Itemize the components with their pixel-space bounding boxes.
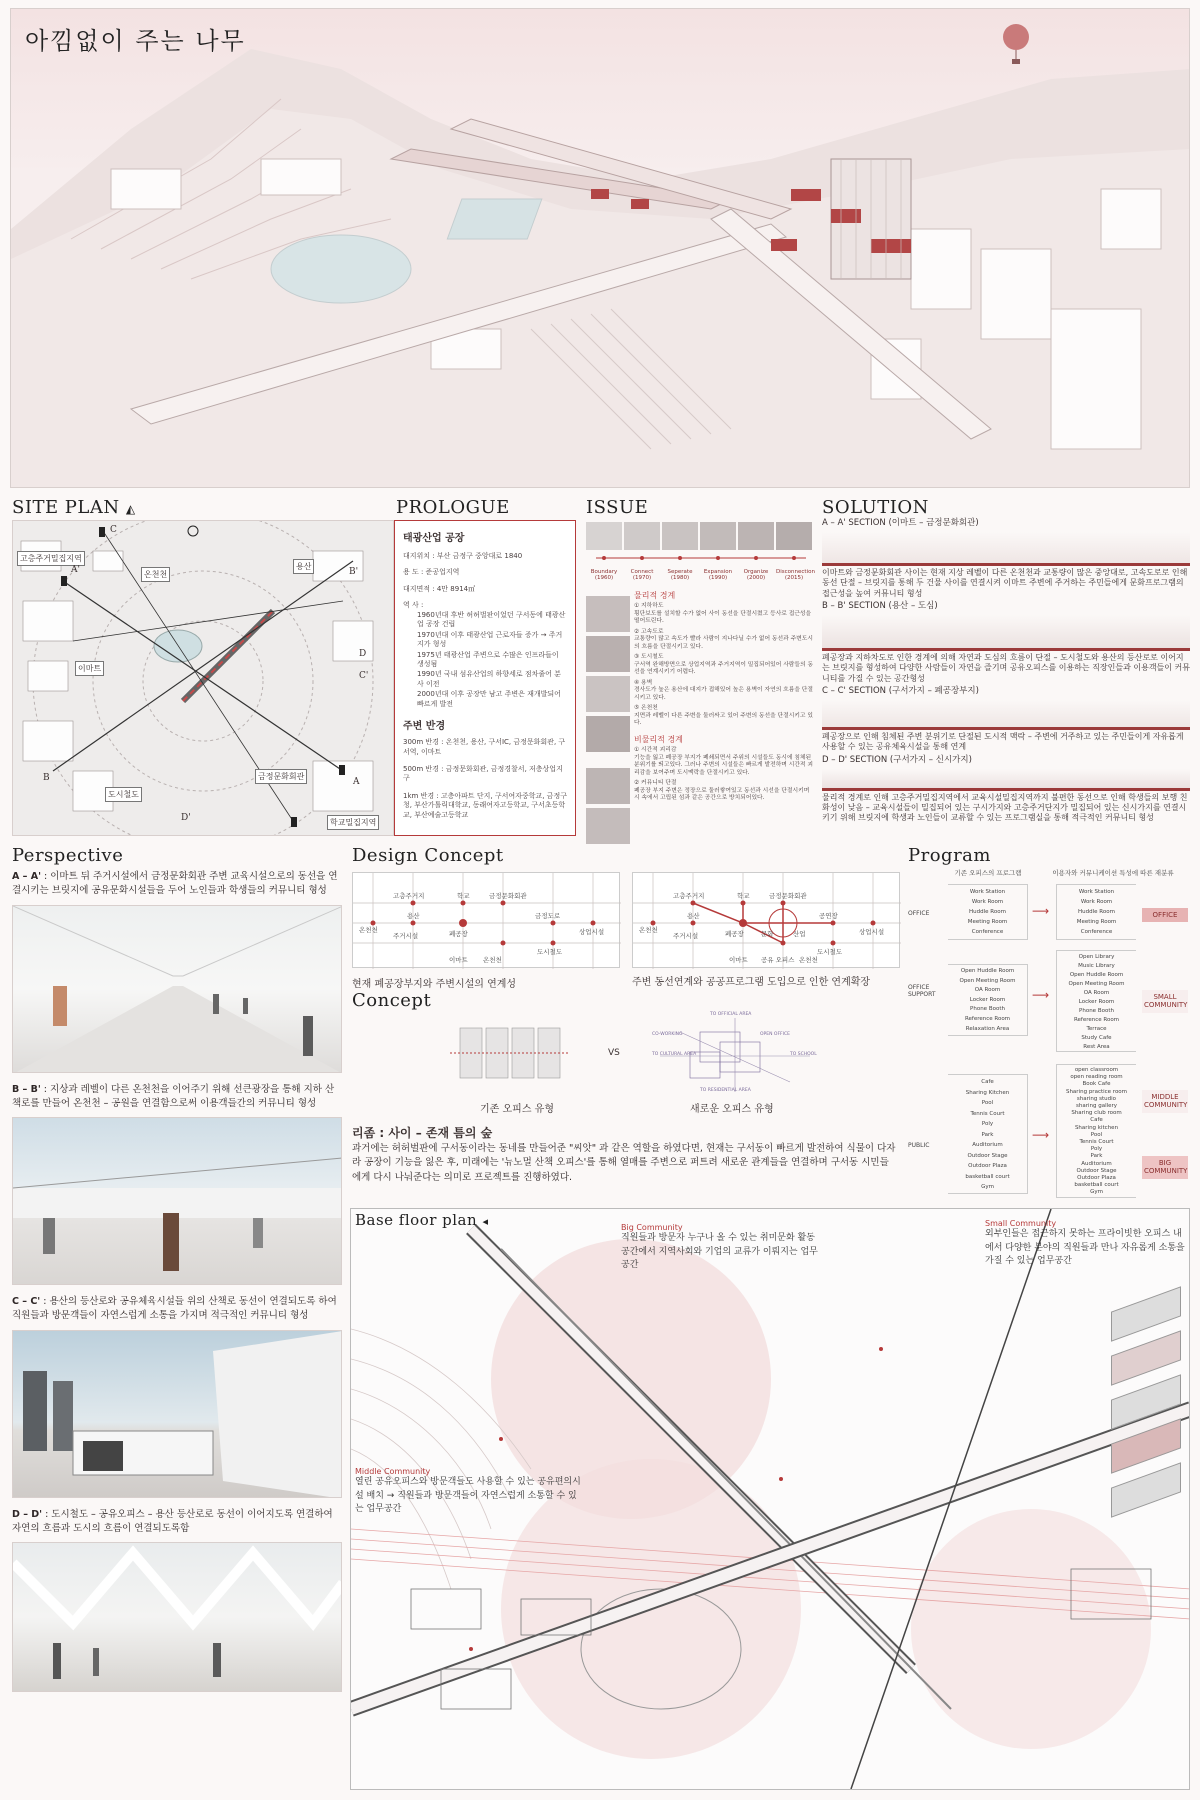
- design-concept-heading: Design Concept: [352, 845, 504, 866]
- section-drawing: [822, 615, 1190, 651]
- node-label: 용산: [687, 912, 700, 920]
- new-office-label: OPEN OFFICE: [760, 1032, 790, 1037]
- prologue-history-label: 역 사 :: [403, 601, 424, 610]
- perspective-title: C – C': [12, 1296, 41, 1307]
- physical-t: 구서역 완해방면으로 상업지역과 주거지역이 밀집되어있어 사람들의 동선을 연계시키기 어렵다.: [634, 661, 814, 676]
- solution-panel: [822, 518, 1190, 838]
- node-label: 이마트: [449, 956, 468, 964]
- physical-t: 교통량이 많고 속도가 빨라 사람이 지나다닐 수가 없어 동선과 주변도시의 흐름을 단절시키고 있다.: [634, 636, 813, 650]
- node-label: 이마트: [729, 956, 748, 964]
- timeline-label: Seperate: [667, 569, 693, 575]
- node-label: 온천천: [799, 956, 818, 964]
- node-label: 도시철도: [817, 948, 843, 956]
- node-label: 도시철도: [537, 948, 563, 956]
- prog-item: Gym: [981, 1184, 994, 1190]
- big-community-text: 직원들과 방문자 누구나 올 수 있는 취미문화 활동공간에서 지역사회와 기업의 교류가 이뤄지는 업무공간: [621, 1233, 818, 1270]
- node-label: 금정문화회관: [489, 892, 527, 900]
- physical-t: 횡단보도를 설치할 수가 없어 사이 동선을 단절시켰고 등사로 접근성을 떨어트린다.: [634, 610, 812, 625]
- support-left: [948, 964, 1028, 1036]
- site-plan-map: [12, 520, 394, 836]
- prog-item: Outdoor Stage: [967, 1152, 1008, 1159]
- small-community-title: Small Community: [985, 1219, 1057, 1228]
- node-label: 상업시설: [579, 928, 605, 936]
- perspective-caption: B – B' : 지상과 레벨이 다른 온천천을 이어주기 위해 선큰광장을 통해 지하 산책로를 만들어 온천천 – 공원을 연결함으로써 이용객들간의 커뮤니티 형성: [12, 1083, 335, 1109]
- issue-text: [634, 590, 814, 836]
- history-item: 1960년대 후반 허허벌판이었던 구서동에 태광산업 공장 건립: [417, 610, 566, 629]
- new-office-label: CO-WORKING: [652, 1032, 683, 1037]
- timeline-year: (1970): [632, 575, 652, 581]
- physical-h: ① 지하하도: [634, 603, 664, 609]
- history-item: 1990년 국내 섬유산업의 하향세로 점차줄어 분사 이전: [417, 670, 561, 688]
- physical-h: ② 고속도로: [634, 628, 664, 635]
- prog-item: Sharing Kitchen: [965, 1089, 1010, 1096]
- tag-office: OFFICE: [1142, 908, 1188, 922]
- rhizome-text: 과거에는 허허벌판에 구서동이라는 동네를 만들어준 "씨앗" 과 같은 역할을 하였다면, 현재는 구서동이 빠르게 발전하여 식물이 다자라 공장이 기능을 잃은 후, 미래에는 '뉴노멀 산책 오피스'를 통해 열매를 주변으로 퍼트려 새로운 관계들을 연결하며 구서동 시민들에게 다시 나눠준다는 의미로 프로젝트를 진행하였다.: [352, 1143, 896, 1183]
- section-drawing: [822, 532, 1190, 566]
- node-label: 상업시설: [859, 928, 885, 936]
- new-office-label: TO OFFICIAL AREA: [710, 1012, 752, 1017]
- tag-small-community: SMALL COMMUNITY: [1142, 990, 1188, 1013]
- prog-item: Phone Booth: [970, 1006, 1005, 1013]
- node-label: 공연장: [819, 912, 838, 920]
- perspective-title: A – A': [12, 871, 41, 882]
- mark-c: C: [110, 525, 117, 535]
- prog-item: Work Station: [969, 889, 1006, 895]
- physical-title: 물리적 경계: [634, 591, 676, 600]
- label-oncheoncheon: 온천천: [141, 567, 170, 582]
- prog-item: sharing studio: [1076, 1095, 1117, 1102]
- group-name: OFFICE: [908, 910, 930, 917]
- timeline-year: (2000): [746, 575, 766, 581]
- node-label: 주거시설: [393, 932, 419, 940]
- group-name: PUBLIC: [908, 1142, 930, 1149]
- label-yongsan: 용산: [293, 559, 314, 574]
- program-col1: 기존 오피스의 프로그램: [954, 869, 1022, 877]
- prog-item: Outdoor Stage: [1076, 1167, 1117, 1174]
- issue-timeline: [586, 522, 816, 584]
- arrow-icon: ⟶: [1032, 1128, 1050, 1142]
- prog-item: Book Cafe: [1082, 1081, 1111, 1088]
- mark-a-prime: A: [353, 777, 360, 787]
- tag-middle-community: MIDDLE COMMUNITY: [1142, 1090, 1188, 1113]
- radius-300: 300m 반경 : 온천천, 용산, 구서IC, 금정문화회관, 구서역, 이마트: [403, 738, 566, 756]
- diagram2-caption: 주변 동선연계와 공공프로그램 도입으로 인한 연계확장: [632, 977, 871, 988]
- nonphysical-h: ② 커뮤니티 단절: [634, 780, 677, 787]
- section-text: 이마트와 금정문화회관 사이는 현재 지상 레벨이 다른 온천천과 교통량이 많은 중앙대로, 고속도로로 인해 동선 단절 – 브릿지를 통해 두 건물 사이를 연결시켜 이마트 주변에 주거하는 주민들에게 문화프로그램의 접근성을 높여 커뮤니티 형성: [822, 567, 1188, 598]
- site-plan-heading: SITE PLAN ◭: [12, 497, 136, 518]
- node-label: 폐공장: [449, 930, 468, 938]
- prog-item: OA Room: [974, 987, 1001, 994]
- perspective-render-d: [12, 1542, 342, 1692]
- physical-t: 지면과 레벨이 다른 주변을 둘러싸고 있어 주변의 동선을 단절시키고 있다.: [634, 712, 813, 727]
- timeline-year: (1960): [594, 575, 614, 581]
- perspective-render-b: [12, 1117, 342, 1285]
- nonphysical-t: 기능을 잃고 폐공장 부지가 폐쇄되면서 주위의 시설들도 동시에 침체된 분위기를 띄고있다. 그러나 주변의 시설들은 빠르게 발전하며 시간적 괴리감을 보여주며 도시맥락을 단절시키고 있다.: [634, 754, 813, 776]
- perspective-render-c: [12, 1330, 342, 1498]
- prog-item: Work Room: [1080, 899, 1113, 905]
- concept-heading: Concept: [352, 990, 432, 1011]
- prologue-fact-0: 대지위치 : 부산 금정구 중앙대로 1840: [403, 552, 523, 560]
- prog-item: Work Station: [1078, 889, 1115, 895]
- prog-item: Gym: [1090, 1189, 1103, 1196]
- prog-item: open reading room: [1070, 1074, 1123, 1081]
- mark-a: A': [71, 565, 80, 575]
- prog-item: Locker Room: [969, 996, 1006, 1003]
- prog-item: Tennis Court: [970, 1110, 1005, 1117]
- node-label: 온천천: [639, 926, 658, 934]
- perspective-caption: D – D' : 도시철도 – 공유오피스 – 용산 등산로로 동선이 이어지도록 연결하여 자연의 흐름과 도시의 흐름이 연결되도록함: [12, 1508, 333, 1534]
- new-office-label: TO CULTURAL AREA: [652, 1052, 697, 1057]
- section-text: 폐공장과 지하차도로 인한 경계에 의해 자연과 도심의 흐름이 단절 – 도시철도와 용산의 등산로로 이어지는 브릿지를 형성하여 다양한 사람들이 자연을 즐기며 공유오피스를 이용하는 직장인들과 이용객들이 커뮤니티를 가질 수 있는 공간형성: [822, 652, 1191, 683]
- timeline-year: (1980): [670, 575, 690, 581]
- timeline-label: Expansion: [703, 569, 733, 575]
- node-label: 고층주거지: [393, 892, 425, 900]
- prog-item: Cafe: [981, 1079, 994, 1085]
- prog-item: open classroom: [1074, 1067, 1119, 1073]
- perspective-render-a: [12, 905, 342, 1073]
- node-label: 온천천: [359, 926, 378, 934]
- hero-illustration: [11, 9, 1190, 488]
- label-culture-hall: 금정문화회관: [255, 769, 307, 784]
- prog-item: Poly: [981, 1121, 994, 1127]
- perspective-text: 이마트 뒤 주거시설에서 금정문화회관 주변 교육시설으로의 동선을 연결시키는 브릿지에 공유문화시설들을 두어 노인들과 학생들의 커뮤니티 형성: [12, 871, 338, 897]
- diagram1-caption: 현재 폐공장부지와 주변시설의 연계성: [352, 979, 517, 990]
- mark-d-prime: D': [181, 813, 191, 823]
- public-right: [1056, 1064, 1136, 1198]
- physical-h: ③ 도시철도: [634, 654, 664, 661]
- physical-h: ④ 용벽: [634, 679, 653, 686]
- bridge-drawing: [13, 1543, 342, 1692]
- prologue-fact-1: 용 도 : 준공업지역: [403, 568, 460, 577]
- timeline-label: Connect: [630, 569, 654, 575]
- node-label: 학교: [457, 892, 470, 900]
- prog-item: Sharing kitchen: [1074, 1124, 1119, 1131]
- program-heading: Program: [908, 845, 991, 866]
- section-text: 폐공장으로 인해 침체된 주변 분위기로 단절된 도시적 맥락 – 주변에 거주하고 있는 주민들이게 자유롭게 사용할 수 있는 공유체육시설을 통해 연계: [822, 732, 1184, 752]
- prog-item: Sharing club room: [1071, 1110, 1122, 1117]
- new-office-label: TO RESIDENTIAL AREA: [700, 1088, 751, 1093]
- perspective-column: [12, 870, 342, 1790]
- timeline-label: Organize: [743, 569, 769, 575]
- hero-render: [10, 8, 1190, 488]
- axon-stack: [1111, 1299, 1181, 1549]
- prog-item: Open Huddle Room: [1069, 972, 1124, 978]
- prog-item: Outdoor Plaza: [968, 1163, 1007, 1169]
- section-title: A – A' SECTION (이마트 – 금정문화회관): [822, 518, 979, 528]
- perspective-text: 지상과 레벨이 다른 온천천을 이어주기 위해 선큰광장을 통해 지하 산책로를 만들어 온천천 – 공원을 연결함으로써 이용객들간의 커뮤니티 형성: [12, 1083, 335, 1109]
- prog-item: Reference Room: [1073, 1017, 1120, 1023]
- concept-new-office: [650, 1012, 820, 1096]
- node-label: 금정도로: [535, 912, 561, 920]
- issue-heading: ISSUE: [586, 497, 649, 518]
- corridor-drawing: [13, 906, 342, 1073]
- section-title: D – D' SECTION (구서가지 – 신시가지): [822, 754, 972, 765]
- prog-item: Music Library: [1078, 963, 1115, 969]
- prog-item: Park: [981, 1131, 994, 1138]
- prog-item: Open Meeting Room: [959, 977, 1016, 984]
- concept-diagram-2: [632, 872, 900, 968]
- middle-community-title: Middle Community: [355, 1467, 431, 1476]
- perspective-text: 용산의 등산로와 공유체육시설들 위의 산책로 동선이 연결되도록 하여 직원들과 방문객들이 자연스럽게 소통을 가지며 적극적인 커뮤니티 형성: [12, 1296, 337, 1322]
- small-community-note: [985, 1219, 1185, 1269]
- prog-item: Work Room: [971, 899, 1004, 905]
- prog-item: Cafe: [1090, 1117, 1103, 1124]
- timeline-year: (2015): [784, 575, 804, 581]
- prog-item: Huddle Room: [1078, 909, 1115, 915]
- node-label: 문화: [761, 930, 774, 938]
- program-table: [908, 868, 1190, 1198]
- prog-item: Reference Room: [964, 1015, 1011, 1022]
- big-community-title: Big Community: [621, 1223, 683, 1232]
- label-emart: 이마트: [75, 661, 104, 676]
- group-name: OFFICE SUPPORT: [908, 984, 936, 999]
- timeline-label: Boundary: [590, 569, 618, 575]
- arrow-icon: ⟶: [1032, 904, 1050, 918]
- history-item: 1975년 태광산업 주변으로 수많은 인프라들이 생성됨: [417, 650, 559, 668]
- big-community-note: [621, 1223, 821, 1273]
- prog-item: basketball court: [1074, 1182, 1119, 1189]
- section-drawing: [822, 769, 1190, 791]
- mark-d: D: [359, 649, 367, 659]
- sports-drawing: [13, 1331, 342, 1498]
- nonphysical-t: 폐공장 부지 주변은 정장으로 둘러쌓여있고 동선과 시선을 단절시키며 시 속에서 고립된 섬과 같은 공간으로 방치되어있다.: [634, 787, 810, 802]
- prog-item: Park: [1090, 1153, 1103, 1160]
- prog-item: Conference: [1080, 929, 1113, 935]
- nonphysical-h: ① 시간적 괴리감: [634, 746, 677, 753]
- node-label: 금정문화회관: [769, 892, 807, 900]
- perspective-caption: C – C' : 용산의 등산로와 공유체육시설들 위의 산책로 동선이 연결되도록 하여 직원들과 방문객들이 자연스럽게 소통을 가지며 적극적인 커뮤니티 형성: [12, 1296, 337, 1322]
- history-item: 1970년대 이후 태광산업 근로자들 증가 → 주거지가 형성: [417, 630, 563, 649]
- node-label: 학교: [737, 892, 750, 900]
- node-label: 주거시설: [673, 932, 699, 940]
- prog-item: Open Huddle Room: [960, 968, 1015, 974]
- program-col2: 이용자와 커뮤니케이션 특성에 따른 재분류: [1052, 869, 1174, 877]
- prog-item: Conference: [971, 929, 1004, 935]
- prog-item: Study Cafe: [1081, 1035, 1112, 1041]
- prog-item: Open Meeting Room: [1068, 981, 1125, 987]
- prog-item: Tennis Court: [1079, 1139, 1114, 1146]
- label-subway: 도시철도: [105, 787, 142, 802]
- office-left: [948, 884, 1028, 940]
- prologue-heading: PROLOGUE: [396, 497, 510, 518]
- prog-item: sharing gallery: [1075, 1103, 1118, 1110]
- radius-500: 500m 반경 : 금정문화회관, 금정경찰서, 저층상업지구: [403, 765, 563, 783]
- physical-t: 경사도가 높은 용산에 대지가 접해있어 높은 용벽이 자연의 흐름을 단절시키고 있다.: [634, 687, 813, 701]
- prologue-box: [394, 520, 576, 836]
- timeline-year: (1990): [708, 575, 728, 581]
- prog-item: Huddle Room: [969, 909, 1006, 915]
- prog-item: Terrace: [1086, 1026, 1107, 1032]
- base-floor-heading: Base floor plan ◂: [355, 1211, 489, 1229]
- mark-b: B: [43, 773, 50, 783]
- perspective-title: B – B': [12, 1083, 41, 1095]
- new-office-caption: 새로운 오피스 유형: [690, 1104, 774, 1115]
- prog-item: Locker Room: [1078, 999, 1115, 1005]
- base-floor-plan: [350, 1208, 1190, 1790]
- mark-c-prime: C': [359, 671, 369, 681]
- prog-item: Relaxation Area: [965, 1025, 1010, 1032]
- section-drawing: [822, 700, 1190, 730]
- radius-title: 주변 반경: [403, 721, 446, 733]
- prog-item: Sharing practice room: [1065, 1088, 1128, 1095]
- node-label: 고층주거지: [673, 892, 705, 900]
- history-item: 2000년대 이후 공장만 남고 주변은 재개발되어 빠르게 발전: [417, 690, 561, 708]
- prog-item: Phone Booth: [1079, 1008, 1114, 1014]
- vs-label: VS: [608, 1048, 620, 1058]
- prog-item: Open Library: [1078, 954, 1115, 960]
- label-school-zone: 학교밀집지역: [327, 815, 379, 830]
- plaza-drawing: [13, 1118, 342, 1285]
- nonphysical-title: 비물리적 경계: [634, 734, 683, 744]
- perspective-heading: Perspective: [12, 845, 124, 866]
- old-office-diagram: [450, 1020, 570, 1090]
- perspective-caption: A – A' : 이마트 뒤 주거시설에서 금정문화회관 주변 교육시설으로의 동선을 연결시키는 브릿지에 공유문화시설들을 두어 노인들과 학생들의 커뮤니티 형성: [12, 871, 338, 897]
- timeline-line: [586, 551, 816, 565]
- node-label: 공유 오피스: [761, 956, 795, 964]
- section-title: B – B' SECTION (용산 – 도심): [822, 601, 938, 612]
- prog-item: Rest Area: [1083, 1044, 1110, 1050]
- prog-item: basketball court: [965, 1173, 1010, 1180]
- middle-community-text: 열린 공유오피스와 방문객들도 사용할 수 있는 공유편의시설 배치 → 직원들과 방문객들이 자연스럽게 소통할 수 있는 업무공간: [355, 1477, 581, 1514]
- prog-item: Outdoor Plaza: [1077, 1175, 1116, 1182]
- prog-item: Meeting Room: [967, 919, 1008, 925]
- prog-item: Auditorium: [1081, 1160, 1112, 1167]
- section-text: 물리적 경계로 인해 고층주거밀집지역에서 교육시설밀집지역까지 불편한 동선으로 인해 학생들의 보행 친화성이 낮음 – 교육시설들이 밀집되어 있는 구시가지와 고층주거단지가 밀집되어 있는 신시가지를 연결시키기 위해 브릿지에 학생과 노인들이 교류할 수 있는 프로그램실을 통해 적극적인 커뮤니티 형성: [822, 792, 1188, 823]
- prologue-history-list: [403, 611, 567, 709]
- mark-b-prime: B': [349, 567, 359, 577]
- office-right: [1056, 884, 1136, 940]
- prog-item: Auditorium: [972, 1142, 1003, 1148]
- section-title: C – C' SECTION (구서가지 – 폐공장부지): [822, 686, 979, 697]
- public-left: [948, 1074, 1028, 1194]
- old-office-caption: 기존 오피스 유형: [480, 1104, 554, 1115]
- rhizome-title: 리좀 : 사이 – 존재 틈의 숲: [352, 1126, 493, 1140]
- prologue-box-title: 태광산업 공장: [403, 533, 465, 544]
- node-label: 산업: [793, 930, 806, 938]
- node-label: 용산: [407, 912, 420, 920]
- physical-h: ⑤ 온천천: [634, 705, 658, 712]
- label-high-residential: 고층주거밀집지역: [17, 551, 85, 566]
- radius-1km: 1km 반경 : 고층아파트 단지, 구서여자중학교, 금정구청, 부산가톨릭대학교, 동래여자고등학교, 구서초등학교, 부산예술고등학교: [403, 791, 567, 819]
- middle-community-note: [355, 1467, 585, 1517]
- tag-big-community: BIG COMMUNITY: [1142, 1156, 1188, 1179]
- prog-item: OA Room: [1083, 990, 1110, 996]
- node-label: 폐공장: [725, 930, 744, 938]
- arrow-icon: ⟶: [1032, 988, 1050, 1002]
- issue-photos: [586, 596, 630, 836]
- node-label: 온천천: [483, 956, 502, 964]
- concept-diagram-1: [352, 872, 620, 968]
- prog-item: Pool: [981, 1100, 994, 1106]
- prog-item: Meeting Room: [1076, 919, 1117, 925]
- prog-item: Poly: [1090, 1146, 1103, 1153]
- hero-title: 아낌없이 주는 나무: [25, 27, 246, 55]
- small-community-text: 외부인들은 접근하지 못하는 프라이빗한 오피스 내에서 다양한 분야의 직원들과 만나 자유롭게 소통을 가질 수 있는 업무공간: [985, 1229, 1185, 1266]
- solution-heading: SOLUTION: [822, 497, 929, 518]
- prog-item: Pool: [1090, 1131, 1103, 1138]
- prologue-fact-2: 대지면적 : 4만 8914㎡: [403, 584, 476, 593]
- perspective-title: D – D': [12, 1508, 43, 1520]
- new-office-label: TO SCHOOL: [790, 1052, 817, 1057]
- support-right: [1056, 950, 1136, 1052]
- timeline-label: Disconnection: [776, 569, 815, 575]
- concept-old-office: [450, 1020, 570, 1090]
- perspective-text: 도시철도 – 공유오피스 – 용산 등산로로 동선이 이어지도록 연결하여 자연의 흐름과 도시의 흐름이 연결되도록함: [12, 1508, 333, 1534]
